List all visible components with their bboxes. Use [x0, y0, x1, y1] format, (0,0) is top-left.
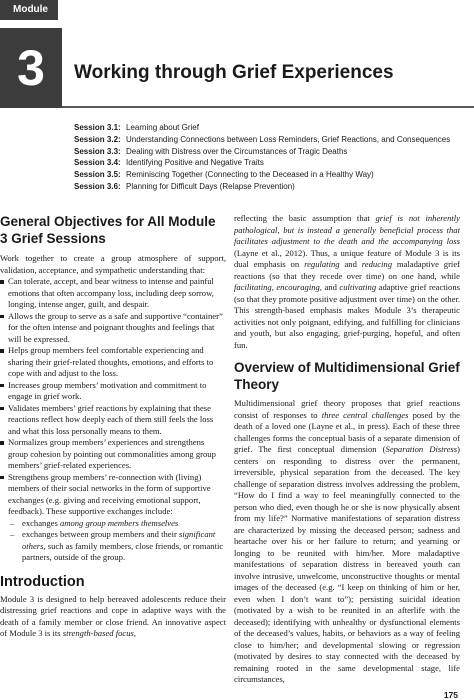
session-list: [74, 122, 450, 193]
objective-item: Normalizes group members’ experiences and strengthens group cohesion by pointing out commonalities among group members’ grief-related experiences.: [0, 437, 226, 472]
intro-emphasis: strength-based focus: [62, 628, 134, 638]
text-run: adaptive grief reactions (so that they promote positive adjustment over time) on the other. This strength-based emphasis makes Module 3’s therapeutic activities not only poignant, edifying, and fulfilling for clinicians and youth, but also engaging, grief-purging, hopeful, and often fun.: [234, 282, 460, 350]
session-label: Session 3.2:: [74, 134, 121, 144]
session-label: Session 3.4:: [74, 158, 121, 168]
session-label: Session 3.5:: [74, 170, 121, 180]
grief-theory-heading: Overview of Multidimensional Grief Theory: [234, 360, 460, 392]
objectives-intro: Work together to create a group atmosphere of support, validation, acceptance, and sympathetic understanding that:: [0, 253, 226, 275]
body-paragraph: [234, 213, 460, 351]
session-label: Session 3.6:: [74, 181, 121, 191]
emphasis-run: Separation Distress: [385, 444, 458, 454]
session-title: Dealing with Distress over the Circumstances of Tragic Deaths: [126, 146, 348, 156]
sub-emphasis: significant others: [22, 529, 216, 551]
text-run: Multidimensional grief theory proposes that grief reactions consist of responses to: [234, 398, 460, 420]
session-row: [74, 146, 450, 158]
session-title: Planning for Difficult Days (Relapse Prevention): [126, 181, 295, 191]
emphasis-run: regulating: [304, 259, 340, 269]
objective-item: Helps group members feel comfortable experiencing and sharing their grief-related thoughts, emotions, and efforts to cope with and adjust to the loss.: [0, 345, 226, 380]
session-title: Identifying Positive and Negative Traits: [126, 158, 264, 168]
text-run: (Layne et al., 2012). Thus, a unique feature of Module 3 is its dual emphasis on: [234, 247, 460, 269]
objective-item: Allows the group to serve as a safe and supportive “container” for the often intense and poignant thoughts and feelings that will be expressed.: [0, 311, 226, 346]
session-label: Session 3.1:: [74, 123, 121, 132]
sub-text: , such as family members, close friends, or romantic partners, outside of the group.: [22, 540, 224, 562]
session-title: Learning about Grief: [126, 123, 199, 132]
text-run: and: [339, 259, 362, 269]
text-run: maladaptive grief reactions (so that they recede over time) on one hand, while: [234, 259, 461, 281]
text-run: ) centers on responding to distress over the permanent, irreversible, physical separation from the deceased. The key challenge of separation distress involves addressing the problem, “How do I find a way to feel meaningfully connected to the person who died, even though he or she is now physically absent from my life?” Normative manifestations of separation distress are characterized by missing the deceased person; sadness and heartache over his or her failure to return; and yearning or longing to be reunited with him/her. More maladaptive manifestations of separation distress in bereaved youth can involve intrusive, unwelcome, unconstructive thoughts or mental images of the deceased (e.g. “I keep on thinking of him or her, even when I don’t want to”); persisting suicidal ideation (motivated by a wish to be reunited in an afterlife with the deceased); identifying with unhealthy or dysfunctional elements of the deceased’s values, habits, or behaviors as a way of feeling close to him/her; and developmental slowing or regression (motivated by desires to stay connected with the deceased by remaining rooted in the same developmental stage, life circumstances,: [234, 444, 460, 684]
session-row: [74, 134, 450, 146]
session-label: Session 3.3:: [74, 146, 121, 156]
introduction-heading: Introduction: [0, 573, 85, 590]
text-run: , and: [319, 282, 340, 292]
chapter-title: Working through Grief Experiences: [74, 62, 394, 83]
emphasis-run: grief is not inherently pathological, but is instead a generally beneficial process that facilitates adjustment to the death and the accompanying loss: [234, 213, 460, 246]
introduction-paragraph: [0, 594, 226, 640]
session-row: [74, 181, 450, 193]
session-row: [74, 157, 450, 169]
page-number: 175: [443, 690, 458, 700]
objective-item: Validates members’ grief reactions by explaining that these reactions reflect how deeply each of them still feels the loss and what this loss personally means to them.: [0, 403, 226, 438]
module-number: 3: [0, 28, 62, 108]
sub-text: exchanges: [22, 517, 60, 528]
emphasis-run: reducing: [361, 259, 392, 269]
right-column: [234, 213, 460, 686]
exchange-item: [8, 518, 226, 530]
objective-item: Can tolerate, accept, and bear witness to intense and painful emotions that often accompany loss, including deep sorrow, longing, intense anger, guilt, and despair.: [0, 276, 226, 311]
objective-text: Strengthens group members’ re-connection with (living) members of their social networks in the form of supportive exchanges (e.g. giving and receiving emotional support, feedback). These supportive exchanges include:: [8, 471, 211, 516]
emphasis-run: facilitating, encouraging: [234, 282, 320, 292]
session-row: [74, 122, 450, 134]
emphasis-run: cultivating: [339, 282, 377, 292]
exchange-item: [8, 529, 226, 564]
session-title: Understanding Connections between Loss Reminders, Grief Reactions, and Consequences: [126, 134, 451, 144]
objectives-heading: General Objectives for All Module 3 Grief Sessions: [0, 214, 216, 246]
left-column: [0, 213, 226, 640]
text-run: posed by the death of a loved one (Layne et al., in press). Each of these three challenges forms the conceptual basis of a separate dimension of grief. The first conceptual dimension (: [234, 409, 460, 454]
objectives-list: [0, 276, 226, 564]
sub-emphasis: among group members themselves: [59, 517, 179, 528]
sub-text: exchanges between group members and their: [22, 529, 180, 539]
session-title: Reminiscing Together (Connecting to the Deceased in a Healthy Way): [126, 170, 374, 180]
intro-text-end: ,: [133, 628, 137, 638]
objective-item: Increases group members’ motivation and commitment to engage in grief work.: [0, 380, 226, 403]
module-tab: Module: [0, 0, 58, 20]
emphasis-run: three central challenges: [321, 409, 409, 420]
objective-item: [0, 472, 226, 564]
exchange-sublist: [8, 518, 226, 564]
text-run: reflecting the basic assumption that: [234, 213, 376, 223]
body-paragraph: [234, 398, 460, 686]
session-row: [74, 169, 450, 181]
intro-text: Module 3 is designed to help bereaved adolescents reduce their distressing grief reactions and cope in adaptive ways with the death of a family member or close friend. An innovative aspect of Module 3 is its: [0, 593, 226, 638]
header-rule: [62, 106, 474, 108]
